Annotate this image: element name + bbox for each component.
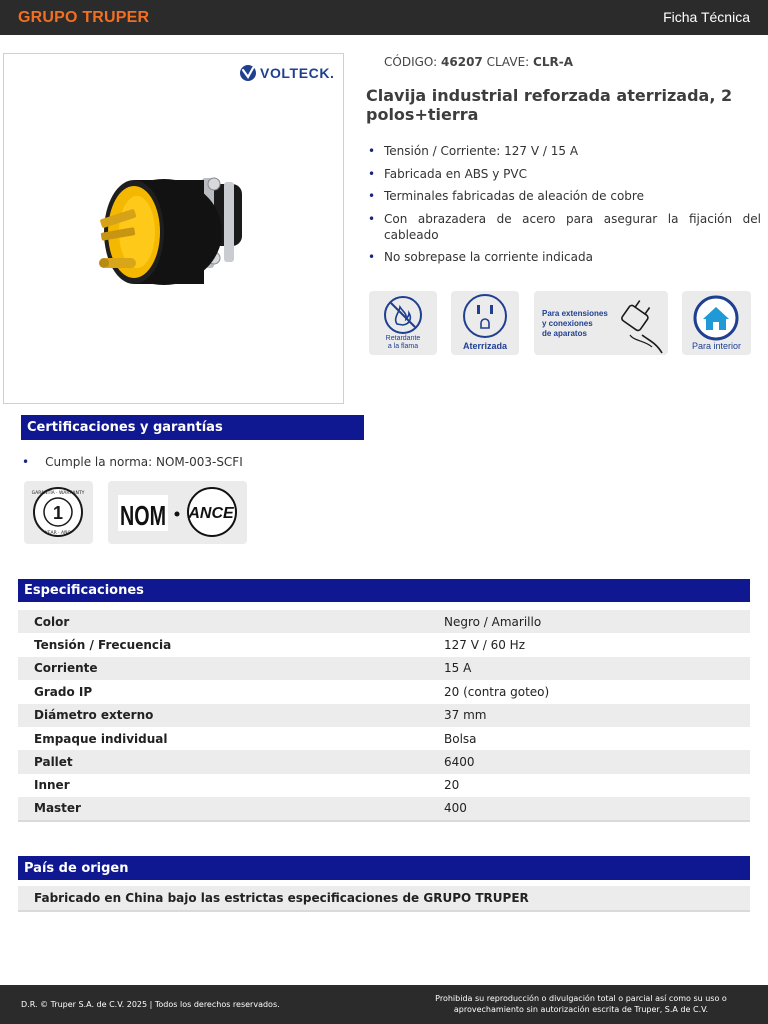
product-key: CLR-A [533, 55, 574, 69]
grounded-tile [451, 291, 519, 355]
warranty-number: 1 [52, 503, 64, 523]
spec-key: Empaque individual [34, 731, 168, 746]
origin-heading: País de origen [18, 856, 750, 880]
warranty-badge-icon [24, 481, 93, 544]
product-code-line [384, 55, 573, 69]
nom-logo-text: NOM [120, 500, 166, 531]
feature-item: • Terminales fabricadas de aleación de cobre [366, 188, 761, 204]
feature-list [366, 143, 761, 272]
table-row [18, 727, 750, 750]
norm-item [22, 455, 243, 469]
spec-value: 6400 [428, 750, 750, 773]
indoor-caption: Para interior [691, 341, 742, 351]
indoor-tile [682, 291, 751, 355]
footer [0, 985, 768, 1024]
table-row [18, 750, 750, 773]
nom-ance-tile [108, 481, 247, 544]
grounded-outlet-icon [451, 291, 519, 339]
document-type: Ficha Técnica [663, 9, 750, 25]
footer-disclaimer-line-1: Prohibida su reproducción o divulgación total o parcial así como su uso o [435, 994, 727, 1003]
flame-retardant-tile [369, 291, 437, 355]
spec-value: Negro / Amarillo [428, 610, 750, 633]
nom-ance-logo [108, 481, 247, 544]
spec-value: Bolsa [444, 731, 477, 746]
table-row [18, 680, 750, 703]
warranty-tile [24, 481, 93, 544]
extension-caption-1: Para extensiones [542, 309, 608, 318]
spec-value: 400 [428, 797, 750, 820]
table-row [18, 774, 750, 797]
warranty-bottom-text: YEAR · AÑO [44, 531, 72, 536]
code-label: CÓDIGO: [384, 55, 438, 69]
table-row [18, 704, 750, 727]
specs-heading: Especificaciones [18, 579, 750, 602]
feature-item: • No sobrepase la corriente indicada [366, 249, 761, 265]
spec-value: 20 [444, 778, 460, 793]
extension-caption-3: de aparatos [542, 329, 587, 338]
footer-copyright: D.R. © Truper S.A. de C.V. 2025 | Todos los derechos reservados. [21, 1000, 280, 1009]
footer-disclaimer [416, 993, 746, 1015]
spec-key: Grado IP [34, 684, 93, 699]
specs-table [18, 610, 750, 822]
table-row [18, 797, 750, 820]
spec-value: 15 A [428, 657, 750, 680]
footer-disclaimer-line-2: aprovechamiento sin autorización escrita de Truper, S.A de C.V. [453, 1005, 709, 1014]
feature-item: • Fabricada en ABS y PVC [366, 166, 761, 182]
indoor-house-icon [682, 291, 751, 341]
norm-text: Cumple la norma: NOM-003-SCFI [45, 455, 243, 469]
feature-item: • Con abrazadera de acero para asegurar la fijación del cableado [366, 211, 761, 243]
spec-key: Tensión / Frecuencia [34, 638, 172, 653]
extension-caption-2: y conexiones [542, 319, 593, 328]
product-title: Clavija industrial reforzada aterrizada, 2 polos+tierra [366, 86, 733, 124]
brand-logo: GRUPO TRUPER [18, 9, 150, 26]
table-row [18, 633, 750, 656]
origin-text: Fabricado en China bajo las estrictas especificaciones de GRUPO TRUPER [18, 886, 750, 912]
spec-value: 37 mm [428, 704, 750, 727]
certifications-heading: Certificaciones y garantías [21, 415, 364, 440]
plug-extension-icon [534, 291, 668, 355]
plug-image [4, 54, 345, 405]
spec-key: Corriente [18, 657, 428, 680]
spec-key: Pallet [18, 750, 428, 773]
spec-value: 127 V / 60 Hz [444, 638, 526, 653]
top-bar [0, 0, 768, 35]
ance-logo-text: ANCE [188, 505, 234, 522]
grounded-caption: Aterrizada [462, 341, 507, 351]
flame-caption-1: Retardante [385, 335, 421, 342]
flame-retardant-icon [369, 291, 437, 335]
table-row [18, 657, 750, 680]
extension-tile [534, 291, 668, 355]
table-row [18, 610, 750, 633]
spec-key: Color [18, 610, 428, 633]
spec-key: Diámetro externo [18, 704, 428, 727]
product-code: 46207 [441, 55, 483, 69]
feature-item: • Tensión / Corriente: 127 V / 15 A [366, 143, 761, 159]
product-photo [3, 53, 344, 404]
key-label: CLAVE: [486, 55, 530, 69]
warranty-top-text: GARANTÍA · WARRANTY [31, 491, 85, 496]
spec-value: 20 (contra goteo) [444, 684, 550, 699]
bullet: • [22, 455, 30, 469]
spec-key: Inner [34, 778, 70, 793]
spec-key: Master [18, 797, 428, 820]
volteck-logo-text: VOLTECK. [260, 65, 335, 81]
flame-caption-2: a la flama [387, 343, 419, 350]
